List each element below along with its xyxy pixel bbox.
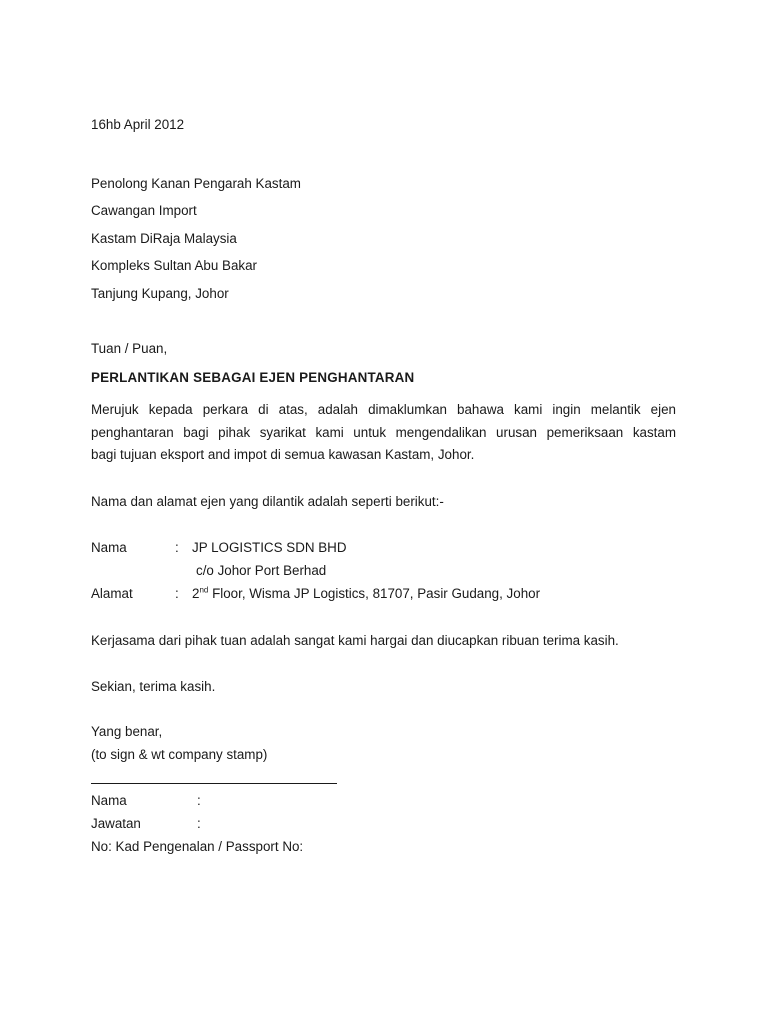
signer-name-colon: : bbox=[197, 793, 201, 808]
signer-position-label: Jawatan bbox=[91, 816, 141, 831]
agent-name-label: Nama bbox=[91, 540, 127, 555]
signer-name-label: Nama bbox=[91, 793, 127, 808]
address-floor-number: 2 bbox=[192, 586, 200, 601]
signoff-line: Yang benar, bbox=[91, 724, 163, 739]
agent-name-value-line2: c/o Johor Port Berhad bbox=[196, 563, 327, 578]
signer-position-colon: : bbox=[197, 816, 201, 831]
recipient-line: Penolong Kanan Pengarah Kastam bbox=[91, 176, 301, 191]
paragraph-line: penghantaran bagi pihak syarikat kami untuk mengendalikan urusan pemeriksaan kastam bbox=[91, 425, 676, 440]
agent-name-colon: : bbox=[175, 540, 179, 555]
closing-line: Sekian, terima kasih. bbox=[91, 679, 216, 694]
paragraph-line: Merujuk kepada perkara di atas, adalah dimaklumkan bahawa kami ingin melantik ejen bbox=[91, 402, 676, 417]
agent-address-colon: : bbox=[175, 586, 179, 601]
agent-address-label: Alamat bbox=[91, 586, 133, 601]
paragraph-line: bagi tujuan eksport and impot di semua kawasan Kastam, Johor. bbox=[91, 447, 475, 462]
recipient-line: Cawangan Import bbox=[91, 203, 197, 218]
signature-line bbox=[91, 783, 337, 784]
signer-id-label: No: Kad Pengenalan / Passport No: bbox=[91, 839, 304, 854]
salutation: Tuan / Puan, bbox=[91, 341, 168, 356]
recipient-line: Kastam DiRaja Malaysia bbox=[91, 231, 237, 246]
paragraph-thanks: Kerjasama dari pihak tuan adalah sangat kami hargai dan diucapkan ribuan terima kasih. bbox=[91, 633, 619, 648]
signoff-instruction: (to sign & wt company stamp) bbox=[91, 747, 268, 762]
agent-name-value: JP LOGISTICS SDN BHD bbox=[192, 540, 347, 555]
agent-address-value bbox=[192, 586, 540, 602]
recipient-line: Tanjung Kupang, Johor bbox=[91, 286, 229, 301]
address-floor-suffix: nd bbox=[199, 585, 209, 595]
letter-date: 16hb April 2012 bbox=[91, 117, 185, 132]
recipient-line: Kompleks Sultan Abu Bakar bbox=[91, 258, 257, 273]
paragraph-agent-intro: Nama dan alamat ejen yang dilantik adalah seperti berikut:- bbox=[91, 494, 444, 509]
letter-subject: PERLANTIKAN SEBAGAI EJEN PENGHANTARAN bbox=[91, 370, 415, 385]
address-rest: Floor, Wisma JP Logistics, 81707, Pasir Gudang, Johor bbox=[208, 586, 541, 601]
